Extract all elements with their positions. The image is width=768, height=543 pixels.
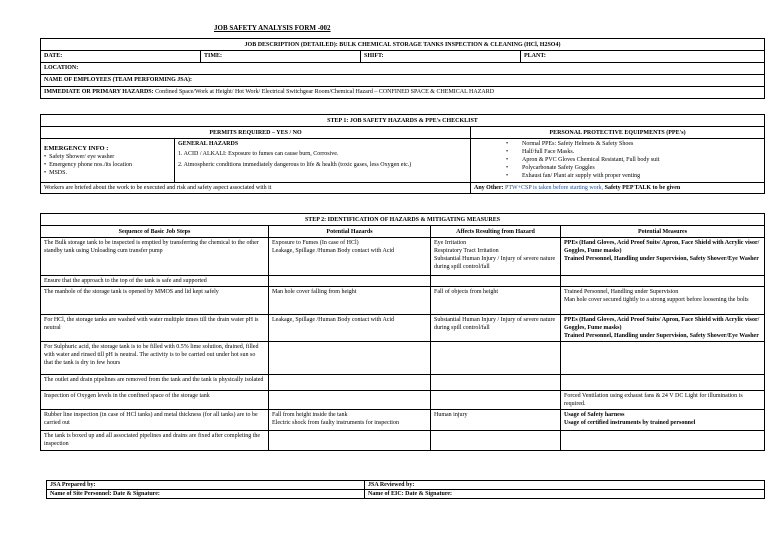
cell-line: Man hole cover falling from height <box>272 289 357 295</box>
general-hazard-item: 2. Atmospheric conditions immediately dangerous to life & health (toxic gases, less Oxygen etc.) <box>178 162 412 168</box>
ppe-list-cell <box>471 139 765 183</box>
signature-table <box>46 480 765 499</box>
col-measures: Potential Measures <box>561 226 765 238</box>
cell-line: The Bulk storage tank to be inspected is emptied by transferring the chemical to the other standby tank using Unloading cum transfer pump <box>44 240 259 254</box>
list-item: • Normal PPEs: Safety Helmets & Safety Shoes <box>474 140 761 148</box>
affect-cell <box>431 315 561 342</box>
list-item: • Apron & PVC Gloves Chemical Resistant, Full body suit <box>474 156 761 164</box>
cell-line: Trained Personnel, Handling under Supervision, Safety Shower/Eye Washer <box>564 256 759 262</box>
cell-line: The tank is boxed up and all associated pipelines and drains are fixed after completing the inspection <box>44 433 261 447</box>
any-other <box>471 183 765 194</box>
table-row <box>41 391 765 410</box>
pep-talk-note: Safety PEP TALK to be given <box>604 185 681 191</box>
measure-cell <box>561 391 765 410</box>
date-field[interactable]: DATE: <box>41 51 201 63</box>
reviewed-signature-field[interactable]: Name of EIC: Date & Signature: <box>365 490 765 499</box>
step2-title: STEP 2: IDENTIFICATION OF HAZARDS & MITIGATING MEASURES <box>41 214 765 226</box>
cell-line: Electric shock from faulty instruments for inspection <box>272 420 399 426</box>
cell-line: Trained Personnel, Handling under Supervision <box>564 289 679 295</box>
hazard-cell <box>269 410 431 431</box>
cell-line: For Sulphuric acid, the storage tank is to be filled with 0.5% lime solution, drained, filled with water and rinsed till pH is neutral. The activity is to be carried out under hot sun so that the tank is dry in few hours <box>44 344 259 366</box>
cell-line: Forced Ventilation using exhaust fans & 24 V DC Light for illumination is required. <box>564 393 743 407</box>
hazard-cell <box>269 315 431 342</box>
cell-line: Substantial Human Injury / Injury of severe nature during spill control/fall <box>434 317 556 331</box>
cell-line: Rubber line inspection (in case of HCl tanks) and metal thickness (for all tanks) are to be carried out <box>44 412 258 426</box>
cell-line: Usage of certified instruments by trained personnel <box>564 420 696 426</box>
table-row <box>41 375 765 391</box>
cell-line: Fall from height inside the tank <box>272 412 348 418</box>
affect-cell <box>431 391 561 410</box>
emergency-list <box>44 153 171 177</box>
any-other-label: Any Other: <box>474 185 504 191</box>
measure-cell <box>561 315 765 342</box>
primary-hazards-value: Confined Space/Work at Height/ Hot Work/ Electrical Switchgear Room/Chemical Hazard – CONFINED SPACE & CHEMICAL HAZARD <box>153 89 495 95</box>
hazard-cell <box>269 276 431 287</box>
cell-line: Usage of Safety harness <box>564 412 625 418</box>
step1-table <box>40 114 765 194</box>
cell-line: Exposure to Fumes (In case of HCl) <box>272 240 359 246</box>
ppe-header: PERSONAL PROTECTIVE EQUIPMENTS (PPE's) <box>471 127 765 139</box>
ppe-list <box>474 140 761 180</box>
job-step-cell <box>41 391 269 410</box>
hazard-cell <box>269 391 431 410</box>
emergency-info <box>41 139 175 183</box>
cell-line: Respiratory Tract Irritation <box>434 248 499 254</box>
any-other-value: PTW+CSP is taken before starting work, <box>503 185 605 191</box>
reviewed-by: JSA Reviewed by: <box>365 481 765 490</box>
cell-line: Inspection of Oxygen levels in the confined space of the storage tank <box>44 393 210 399</box>
table-row <box>41 315 765 342</box>
list-item: • Safety Shower/ eye washer <box>44 153 171 161</box>
cell-line: Leakage, Spillage /Human Body contact with Acid <box>272 248 395 254</box>
hazard-cell <box>269 342 431 375</box>
hazard-cell <box>269 431 431 451</box>
measure-cell <box>561 431 765 451</box>
prepared-signature-field[interactable]: Name of Site Personnel: Date & Signature: <box>47 490 365 499</box>
affect-cell <box>431 238 561 276</box>
job-step-cell <box>41 342 269 375</box>
permits-header: PERMITS REQUIRED – YES / NO <box>41 127 471 139</box>
form-title: JOB SAFETY ANALYSIS FORM -002 <box>214 24 331 32</box>
cell-line: The manhole of the storage tank is opened by MMOS and lid kept safely <box>44 289 219 295</box>
affect-cell <box>431 410 561 431</box>
job-step-cell <box>41 410 269 431</box>
general-hazards-title: GENERAL HAZARDS <box>178 141 239 147</box>
cell-line: Fall of objects from height <box>434 289 498 295</box>
step1-title: STEP 1: JOB SAFETY HAZARDS & PPE's CHECKLIST <box>41 115 765 127</box>
cell-line: PPEs (Hand Gloves, Acid Proof Suits/ Apron, Face Shield with Acrylic visor/ Goggles, Fume masks) <box>564 317 760 331</box>
cell-line: Leakage, Spillage /Human Body contact with Acid <box>272 317 395 323</box>
cell-line: Ensure that the approach to the top of the tank is safe and supported <box>44 278 207 284</box>
primary-hazards <box>41 87 765 99</box>
table-row <box>41 410 765 431</box>
general-hazards <box>175 139 471 183</box>
location-field[interactable]: LOCATION: <box>41 63 765 75</box>
affect-cell <box>431 342 561 375</box>
cell-line: Man hole cover secured tightly to a strong support before loosening the bolts <box>564 297 749 303</box>
affect-cell <box>431 431 561 451</box>
list-item: • MSDS. <box>44 169 171 177</box>
cell-line: Trained Personnel, Handling under Supervision, Safety Shower/Eye Washer <box>564 333 759 339</box>
cell-line: PPEs (Hand Gloves, Acid Proof Suits/ Apron, Face Shield with Acrylic visor/ Goggles, Fume masks) <box>564 240 760 254</box>
header-table <box>40 38 765 99</box>
measure-cell <box>561 238 765 276</box>
step2-table <box>40 213 765 451</box>
shift-field[interactable]: SHIFT: <box>361 51 521 63</box>
affect-cell <box>431 375 561 391</box>
col-job-steps: Sequence of Basic Job Steps <box>41 226 269 238</box>
table-row <box>41 431 765 451</box>
table-row <box>41 276 765 287</box>
job-step-cell <box>41 238 269 276</box>
hazard-cell <box>269 287 431 315</box>
general-hazard-item: 1. ACID / ALKALI: Exposure to fumes can cause burn, Corrosive. <box>178 151 339 157</box>
table-row <box>41 238 765 276</box>
cell-line: Eye Irritation <box>434 240 467 246</box>
plant-field[interactable]: PLANT: <box>521 51 765 63</box>
table-row <box>41 287 765 315</box>
list-item: • Emergency phone nos./its location <box>44 161 171 169</box>
job-step-cell <box>41 276 269 287</box>
job-step-cell <box>41 375 269 391</box>
primary-hazards-label: IMMEDIATE OR PRIMARY HAZARDS: <box>44 89 154 95</box>
measure-cell <box>561 342 765 375</box>
job-step-cell <box>41 431 269 451</box>
job-description: JOB DESCRIPTION (DETAILED): BULK CHEMICAL STORAGE TANKS INSPECTION & CLEANING (HCl, H2SO4) <box>41 39 765 51</box>
list-item: • Half/full Face Masks. <box>474 148 761 156</box>
cell-line: Human injury <box>434 412 468 418</box>
job-step-cell <box>41 287 269 315</box>
measure-cell <box>561 375 765 391</box>
briefing-note: Workers are briefed about the work to be executed and risk and safety aspect associated with it <box>41 183 471 194</box>
measure-cell <box>561 410 765 431</box>
cell-line: Substantial Human Injury / Injury of severe nature during spill control/fall <box>434 256 556 270</box>
time-field[interactable]: TIME: <box>201 51 361 63</box>
cell-line: For HCl, the storage tanks are washed with water multiple times till the drain water pH is neutral <box>44 317 259 331</box>
col-potential-hazards: Potential Hazards <box>269 226 431 238</box>
cell-line: The outlet and drain pipelines are removed from the tank and the tank is physically isolated <box>44 377 264 383</box>
list-item: • Exhaust fan/ Plant air supply with proper venting <box>474 172 761 180</box>
measure-cell <box>561 287 765 315</box>
job-step-cell <box>41 315 269 342</box>
emergency-title: EMERGENCY INFO : <box>44 144 109 152</box>
hazard-cell <box>269 238 431 276</box>
affect-cell <box>431 276 561 287</box>
prepared-by: JSA Prepared by: <box>47 481 365 490</box>
table-row <box>41 342 765 375</box>
employees-field[interactable]: NAME OF EMPLOYEES (TEAM PERFORMING JSA): <box>41 75 765 87</box>
hazard-cell <box>269 375 431 391</box>
list-item: • Polycarbonate Safety Goggles <box>474 164 761 172</box>
col-affects: Affects Resulting from Hazard <box>431 226 561 238</box>
affect-cell <box>431 287 561 315</box>
measure-cell <box>561 276 765 287</box>
